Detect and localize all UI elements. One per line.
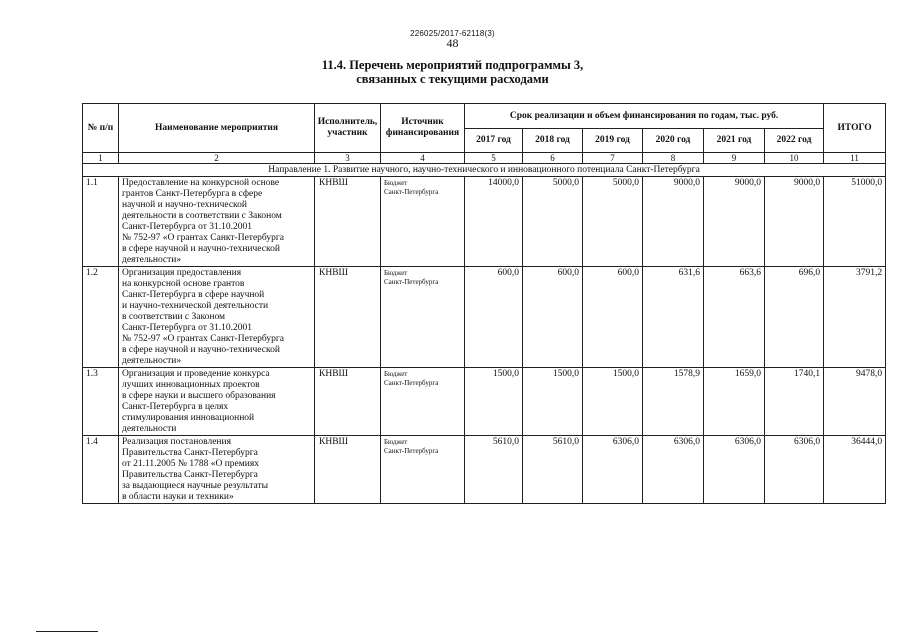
header-year: 2021 год	[704, 129, 765, 153]
header-year: 2017 год	[465, 129, 523, 153]
activity-name-line: в сфере научной и научно-технической	[122, 345, 280, 355]
row-total: 36444,0	[824, 436, 886, 504]
executor: КНВШ	[315, 368, 381, 436]
year-value: 6306,0	[643, 436, 704, 504]
activity-name-line: в сфере научной и научно-технической	[122, 244, 280, 254]
year-value: 600,0	[465, 267, 523, 368]
funding-source	[381, 177, 465, 267]
activity-name-line: в соответствии с Законом	[122, 312, 226, 322]
year-value: 663,6	[704, 267, 765, 368]
column-number: 11	[824, 153, 886, 164]
year-value: 9000,0	[643, 177, 704, 267]
activities-table	[82, 103, 886, 504]
year-value: 5610,0	[465, 436, 523, 504]
activity-name-line: Предоставление на конкурсной основе	[122, 178, 280, 188]
column-number: 7	[583, 153, 643, 164]
activity-name-line: деятельности	[122, 424, 177, 434]
activity-name-line: Санкт-Петербурга от 31.10.2001	[122, 222, 252, 232]
header-year: 2020 год	[643, 129, 704, 153]
activity-name-line: на конкурсной основе грантов	[122, 279, 245, 289]
funding-source-line: Санкт-Петербурга	[384, 278, 439, 286]
activity-name	[119, 368, 315, 436]
year-value: 1500,0	[523, 368, 583, 436]
header-executor: Исполнитель, участник	[315, 104, 381, 153]
activity-name-line: лучших инновационных проектов	[122, 380, 260, 390]
header-name: Наименование мероприятия	[119, 104, 315, 153]
activity-name-line: стимулирования инновационной	[122, 413, 255, 423]
column-number: 5	[465, 153, 523, 164]
activity-name-line: № 752-97 «О грантах Санкт-Петербурга	[122, 233, 284, 243]
row-total: 9478,0	[824, 368, 886, 436]
column-number: 10	[765, 153, 824, 164]
year-value: 5000,0	[523, 177, 583, 267]
column-number: 6	[523, 153, 583, 164]
activity-name-line: деятельности»	[122, 356, 182, 366]
header-year: 2022 год	[765, 129, 824, 153]
header-period: Срок реализации и объем финансирования по годам, тыс. руб.	[465, 104, 824, 129]
row-total: 51000,0	[824, 177, 886, 267]
title-line-2: связанных с текущими расходами	[356, 72, 549, 86]
header-source: Источник финансирования	[381, 104, 465, 153]
title-line-1: 11.4. Перечень мероприятий подпрограммы 3,	[321, 58, 584, 72]
funding-source	[381, 368, 465, 436]
activity-name-line: № 752-97 «О грантах Санкт-Петербурга	[122, 334, 284, 344]
activity-name	[119, 436, 315, 504]
activity-name-line: грантов Санкт-Петербурга в сфере	[122, 189, 263, 199]
activity-name-line: в сфере науки и высшего образования	[122, 391, 276, 401]
column-number: 4	[381, 153, 465, 164]
funding-source-line: Бюджет	[384, 438, 408, 446]
year-value: 6306,0	[704, 436, 765, 504]
year-value: 9000,0	[765, 177, 824, 267]
year-value: 9000,0	[704, 177, 765, 267]
row-number: 1.1	[83, 177, 119, 267]
activity-name-line: за выдающиеся научные результаты	[122, 481, 269, 491]
activity-name-line: в области науки и техники»	[122, 492, 234, 502]
year-value: 6306,0	[583, 436, 643, 504]
row-number: 1.2	[83, 267, 119, 368]
executor: КНВШ	[315, 267, 381, 368]
funding-source-line: Бюджет	[384, 269, 408, 277]
year-value: 600,0	[523, 267, 583, 368]
year-value: 5610,0	[523, 436, 583, 504]
table-row	[83, 436, 886, 504]
funding-source-line: Санкт-Петербурга	[384, 379, 439, 387]
year-value: 6306,0	[765, 436, 824, 504]
column-number: 2	[119, 153, 315, 164]
column-number: 1	[83, 153, 119, 164]
year-value: 1740,1	[765, 368, 824, 436]
activity-name-line: Санкт-Петербурга в целях	[122, 402, 229, 412]
column-number-row	[83, 153, 886, 164]
activities-body	[83, 177, 886, 504]
column-number: 8	[643, 153, 704, 164]
activity-name-line: деятельности»	[122, 255, 182, 265]
document-id: 226025/2017-62118(3)	[410, 29, 495, 38]
header-num: № п/п	[83, 104, 119, 153]
year-value: 5000,0	[583, 177, 643, 267]
activity-name-line: Реализация постановления	[122, 437, 231, 447]
table-row	[83, 267, 886, 368]
row-number: 1.4	[83, 436, 119, 504]
year-value: 696,0	[765, 267, 824, 368]
activity-name-line: Правительства Санкт-Петербурга	[122, 448, 258, 458]
activity-name-line: научной и научно-технической	[122, 200, 248, 210]
row-number: 1.3	[83, 368, 119, 436]
direction-heading: Направление 1. Развитие научного, научно-технического и инновационного потенциала Санкт-Петербурга	[83, 164, 886, 177]
direction-row	[83, 164, 886, 177]
funding-source-line: Санкт-Петербурга	[384, 447, 439, 455]
header-total: ИТОГО	[824, 104, 886, 153]
activity-name-line: от 21.11.2005 № 1788 «О премиях	[122, 459, 259, 469]
row-total: 3791,2	[824, 267, 886, 368]
year-value: 14000,0	[465, 177, 523, 267]
footer-divider	[36, 631, 98, 632]
funding-source-line: Санкт-Петербурга	[384, 188, 439, 196]
table-row	[83, 368, 886, 436]
header-year: 2019 год	[583, 129, 643, 153]
funding-source	[381, 436, 465, 504]
activity-name-line: Организация и проведение конкурса	[122, 369, 270, 379]
activity-name	[119, 177, 315, 267]
executor: КНВШ	[315, 436, 381, 504]
table-row	[83, 177, 886, 267]
activity-name-line: Санкт-Петербурга от 31.10.2001	[122, 323, 252, 333]
page-number: 48	[446, 36, 459, 50]
year-value: 1578,9	[643, 368, 704, 436]
funding-source	[381, 267, 465, 368]
year-value: 1500,0	[465, 368, 523, 436]
section-title	[0, 58, 905, 86]
activity-name-line: Санкт-Петербурга в сфере научной	[122, 290, 265, 300]
activity-name-line: Правительства Санкт-Петербурга	[122, 470, 258, 480]
funding-source-line: Бюджет	[384, 179, 408, 187]
column-number: 9	[704, 153, 765, 164]
activity-name	[119, 267, 315, 368]
executor: КНВШ	[315, 177, 381, 267]
activity-name-line: и научно-технической деятельности	[122, 301, 269, 311]
header-year: 2018 год	[523, 129, 583, 153]
column-number: 3	[315, 153, 381, 164]
funding-source-line: Бюджет	[384, 370, 408, 378]
activity-name-line: деятельности в соответствии с Законом	[122, 211, 282, 221]
year-value: 600,0	[583, 267, 643, 368]
year-value: 1659,0	[704, 368, 765, 436]
year-value: 1500,0	[583, 368, 643, 436]
activity-name-line: Организация предоставления	[122, 268, 242, 278]
year-value: 631,6	[643, 267, 704, 368]
